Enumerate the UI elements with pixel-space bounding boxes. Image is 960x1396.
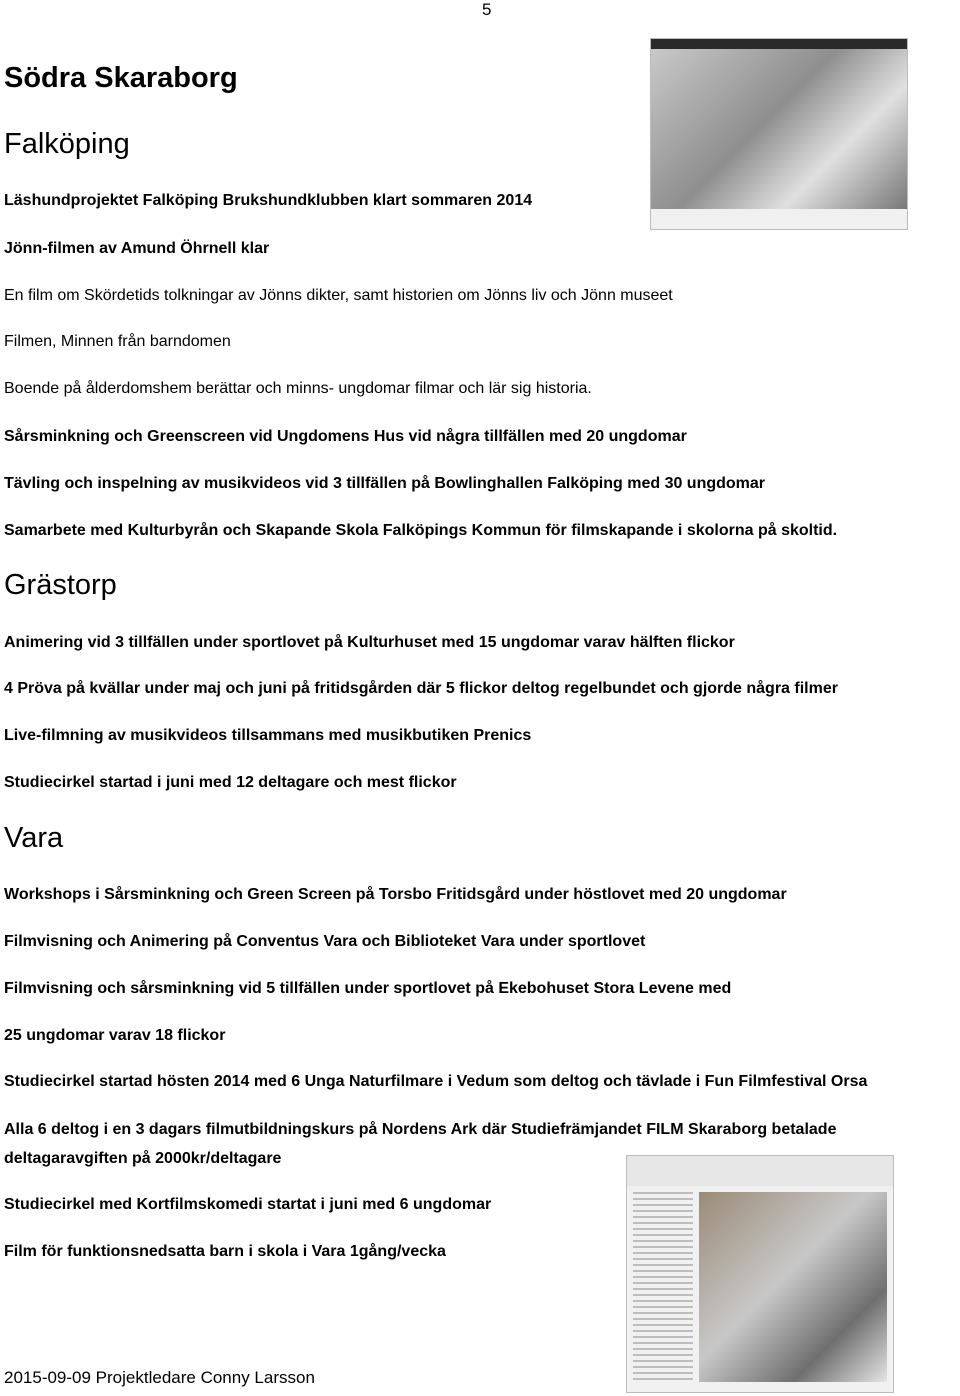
vara-line: Film för funktionsnedsatta barn i skola i Vara 1gång/vecka <box>4 1243 446 1260</box>
page-number: 5 <box>482 0 492 19</box>
vara-line: deltagaravgiften på 2000kr/deltagare <box>4 1150 282 1167</box>
grastorp-line: Animering vid 3 tillfällen under sportlovet på Kulturhuset med 15 ungdomar varav hälften flickor <box>4 634 735 651</box>
section-heading-grastorp: Grästorp <box>4 569 117 601</box>
falkoping-line: Samarbete med Kulturbyrån och Skapande Skola Falköpings Kommun för filmskapande i skolorna på skoltid. <box>4 522 838 539</box>
vara-line: Filmvisning och sårsminkning vid 5 tillfällen under sportlovet på Ekebohuset Stora Levene med <box>4 980 732 997</box>
falkoping-line: Boende på ålderdomshem berättar och minns- ungdomar filmar och lär sig historia. <box>4 380 592 397</box>
page-footer: 2015-09-09 Projektledare Conny Larsson <box>4 1368 315 1387</box>
falkoping-line: Sårsminkning och Greenscreen vid Ungdomens Hus vid några tillfällen med 20 ungdomar <box>4 428 687 445</box>
vara-line: 25 ungdomar varav 18 flickor <box>4 1027 226 1044</box>
page-title: Södra Skaraborg <box>4 62 238 94</box>
section-heading-falkoping: Falköping <box>4 128 130 160</box>
newspaper-clipping-ekebohuset <box>626 1155 894 1393</box>
vara-line: Studiecirkel startad hösten 2014 med 6 Unga Naturfilmare i Vedum som deltog och tävlade i Fun Filmfestival Orsa <box>4 1073 868 1090</box>
section-heading-vara: Vara <box>4 822 64 854</box>
grastorp-line: Studiecirkel startad i juni med 12 deltagare och mest flickor <box>4 774 457 791</box>
falkoping-line: En film om Skördetids tolkningar av Jönns dikter, samt historien om Jönns liv och Jönn museet <box>4 287 673 304</box>
falkoping-line: Filmen, Minnen från barndomen <box>4 333 231 350</box>
grastorp-line: 4 Pröva på kvällar under maj och juni på fritidsgården där 5 flickor deltog regelbundet och gjorde några filmer <box>4 680 838 697</box>
vara-line: Workshops i Sårsminkning och Green Screen på Torsbo Fritidsgård under höstlovet med 20 ungdomar <box>4 886 787 903</box>
falkoping-line: Jönn-filmen av Amund Öhrnell klar <box>4 240 270 257</box>
newspaper-photo-clipping <box>650 38 908 230</box>
vara-line: Studiecirkel med Kortfilmskomedi startat i juni med 6 ungdomar <box>4 1196 492 1213</box>
vara-line: Filmvisning och Animering på Conventus Vara och Biblioteket Vara under sportlovet <box>4 933 646 950</box>
falkoping-line: Läshundprojektet Falköping Brukshundklubben klart sommaren 2014 <box>4 192 533 209</box>
vara-line: Alla 6 deltog i en 3 dagars filmutbildningskurs på Nordens Ark där Studiefrämjandet FILM Skaraborg betalade <box>4 1121 837 1138</box>
grastorp-line: Live-filmning av musikvideos tillsammans med musikbutiken Prenics <box>4 727 532 744</box>
falkoping-line: Tävling och inspelning av musikvideos vid 3 tillfällen på Bowlinghallen Falköping med 30 ungdomar <box>4 475 766 492</box>
